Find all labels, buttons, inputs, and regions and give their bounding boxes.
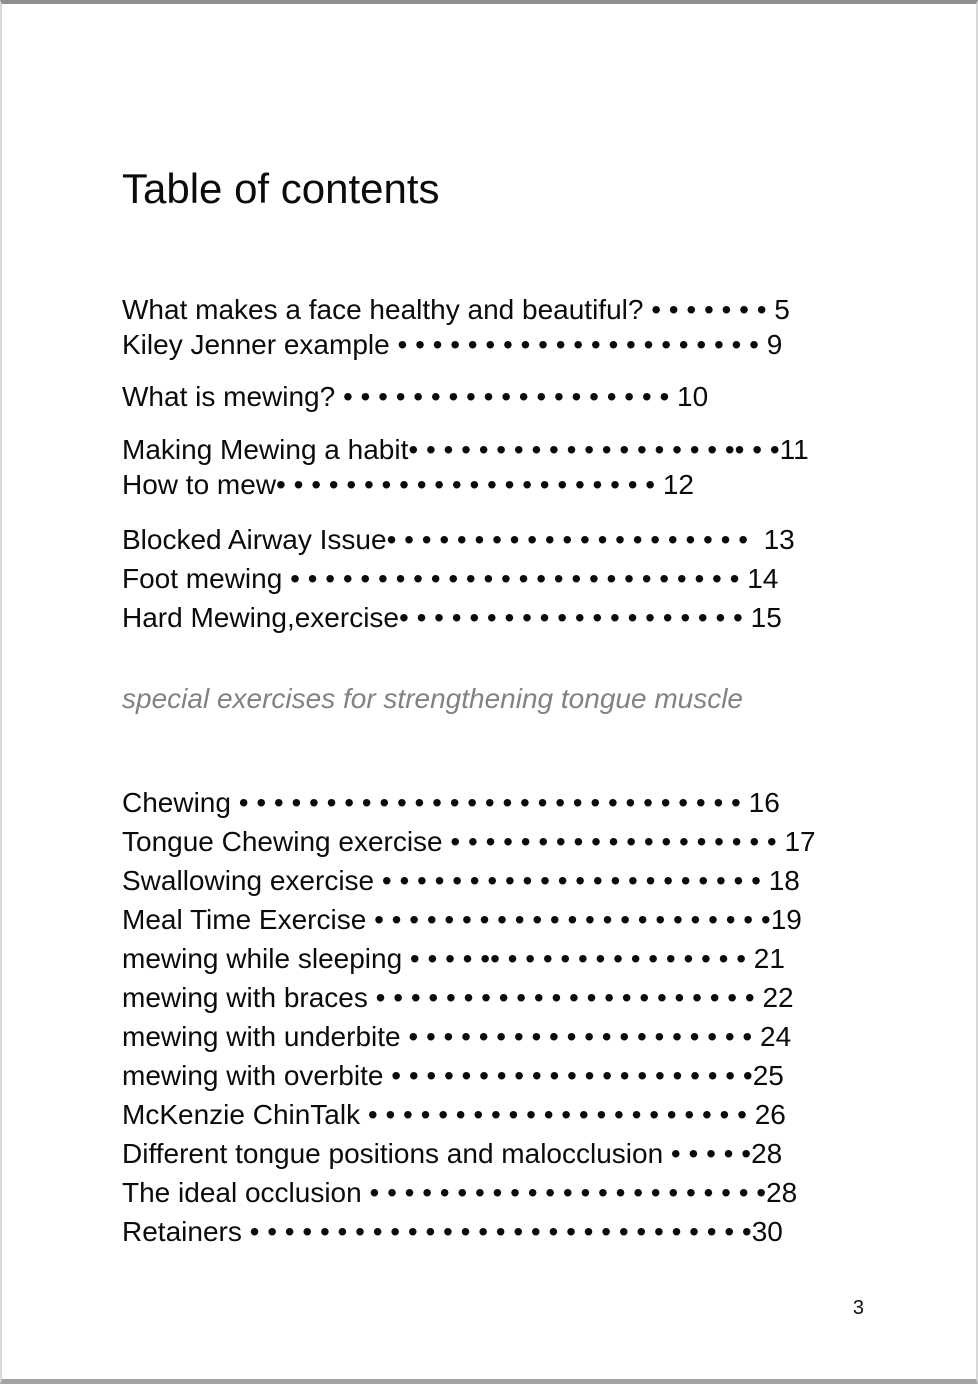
toc-entry <box>122 432 976 467</box>
toc-entry-label: The ideal occlusion <box>122 1177 362 1208</box>
toc-entry-page: 25 <box>752 1060 784 1091</box>
toc-entry <box>122 1056 976 1095</box>
toc-entry-page: 16 <box>748 787 780 818</box>
toc-leader-dots: • • • • • • • • • • • • • • • • • • • <box>442 826 785 857</box>
toc-entry-page: 12 <box>662 469 695 500</box>
toc-entry-label: Tongue Chewing exercise <box>122 826 443 857</box>
toc-entry <box>122 1173 976 1212</box>
toc-entry-label: Hard Mewing,exercise <box>122 602 399 633</box>
toc-entry <box>122 292 976 327</box>
toc-entry-label: mewing with overbite <box>122 1060 384 1091</box>
toc-entry-page: 14 <box>747 563 779 594</box>
toc-entry-label: What is mewing? <box>122 381 336 412</box>
toc-entry <box>122 1017 976 1056</box>
toc-leader-dots: • • • • • • • • • • • • • • • • • • • • • • • <box>366 904 771 935</box>
toc-entry-page: 28 <box>751 1138 783 1169</box>
toc-leader-dots: • • • • • • • • • • • • • • • • • • • • • • <box>374 865 769 896</box>
toc-entry <box>122 978 976 1017</box>
toc-entry-label: Blocked Airway Issue <box>122 524 387 555</box>
toc-entry-page: 28 <box>766 1177 798 1208</box>
toc-leader-dots: • • • • • • • • • • • • • • • • • • • • • • • • • • • • • <box>241 1216 752 1247</box>
toc-entry-label: McKenzie ChinTalk <box>122 1099 361 1130</box>
toc-entry-page: 9 <box>766 329 783 360</box>
toc-leader-dots: • • • • • • • • • • • • • • • • • • •• • • <box>408 434 780 465</box>
toc-entry-label: Different tongue positions and malocclusion <box>122 1138 664 1169</box>
toc-entry-label: Swallowing exercise <box>122 865 375 896</box>
toc-entry-page: 24 <box>760 1021 792 1052</box>
toc-entry-page: 15 <box>750 602 782 633</box>
toc-group <box>122 379 976 414</box>
toc-entry <box>122 327 976 362</box>
toc-entry <box>122 1134 976 1173</box>
toc-leader-dots: • • • • • • • • • • • • • • • • • • • • • <box>386 524 764 555</box>
toc-entry-label: Meal Time Exercise <box>122 904 367 935</box>
toc-entry-page: 26 <box>754 1099 786 1130</box>
toc-entry-label: Foot mewing <box>122 563 283 594</box>
toc-entry-page: 30 <box>751 1216 783 1247</box>
page-number: 3 <box>852 1297 864 1319</box>
toc-leader-dots: • • • • • • • <box>643 294 775 325</box>
toc-leader-dots: • • • • • • • • • • • • • • • • • • • <box>335 381 678 412</box>
toc-entry <box>122 822 976 861</box>
toc-entry-page: 17 <box>784 826 816 857</box>
toc-entry-page: 18 <box>768 865 800 896</box>
toc-entry <box>122 598 976 637</box>
toc-leader-dots: • • • • • • • • • • • • • • • • • • • • • <box>383 1060 753 1091</box>
toc-leader-dots: • • • • • • • • • • • • • • • • • • • • <box>400 1021 761 1052</box>
toc-leader-dots: • • • • • <box>663 1138 752 1169</box>
toc-leader-dots: • • • • • • • • • • • • • • • • • • • • <box>399 602 751 633</box>
toc-entry <box>122 379 976 414</box>
toc-entry <box>122 559 976 598</box>
toc-entry-page: 5 <box>774 294 790 325</box>
toc-entry-label: Chewing <box>122 787 231 818</box>
toc-entry-label: How to mew <box>122 469 277 500</box>
toc-entry-page: 11 <box>779 434 809 465</box>
toc-entry <box>122 783 976 822</box>
toc-entry-label: mewing with braces <box>122 982 368 1013</box>
toc-entry <box>122 900 976 939</box>
toc-entry-label: Kiley Jenner example <box>122 329 390 360</box>
toc-entry-page: 13 <box>763 524 795 555</box>
toc-entry <box>122 1212 976 1251</box>
toc-entry-label: Making Mewing a habit <box>122 434 409 465</box>
toc-leader-dots: • • • • • • • • • • • • • • • • • • • • • • • • • • <box>282 563 748 594</box>
toc-entry <box>122 861 976 900</box>
toc-leader-dots: • • • • • • • • • • • • • • • • • • • • • • <box>360 1099 755 1130</box>
toc-leader-dots: • • • • • • • • • • • • • • • • • • • • • • <box>276 469 663 500</box>
toc-entry-page: 10 <box>677 381 709 412</box>
toc-entry-label: What makes a face healthy and beautiful? <box>122 294 644 325</box>
section-divider: special exercises for strengthening tongue muscle <box>122 683 744 714</box>
toc-entry <box>122 467 976 502</box>
toc-entry <box>122 520 976 559</box>
toc-group <box>122 783 976 1251</box>
toc-group <box>122 292 976 362</box>
toc-leader-dots: • • • • • • • • • • • • • • • • • • • • • • <box>367 982 763 1013</box>
toc-leader-dots: • • • • • • • • • • • • • • • • • • • • • • • <box>361 1177 767 1208</box>
toc-leader-dots: • • • • •• • • • • • • • • • • • • • • <box>402 943 754 974</box>
toc-entry-label: mewing while sleeping <box>122 943 403 974</box>
toc-entry-label: Retainers <box>122 1216 242 1247</box>
table-of-contents <box>122 292 976 1251</box>
page-title: Table of contents <box>122 165 440 212</box>
toc-entry-page: 19 <box>770 904 802 935</box>
toc-entry-label: mewing with underbite <box>122 1021 401 1052</box>
toc-group <box>122 432 976 502</box>
toc-group <box>122 520 976 637</box>
toc-leader-dots: • • • • • • • • • • • • • • • • • • • • • • • • • • • • • <box>230 787 749 818</box>
toc-leader-dots: • • • • • • • • • • • • • • • • • • • • • <box>389 329 767 360</box>
toc-entry <box>122 939 976 978</box>
toc-entry-page: 22 <box>762 982 794 1013</box>
toc-entry-page: 21 <box>753 943 785 974</box>
toc-entry <box>122 1095 976 1134</box>
